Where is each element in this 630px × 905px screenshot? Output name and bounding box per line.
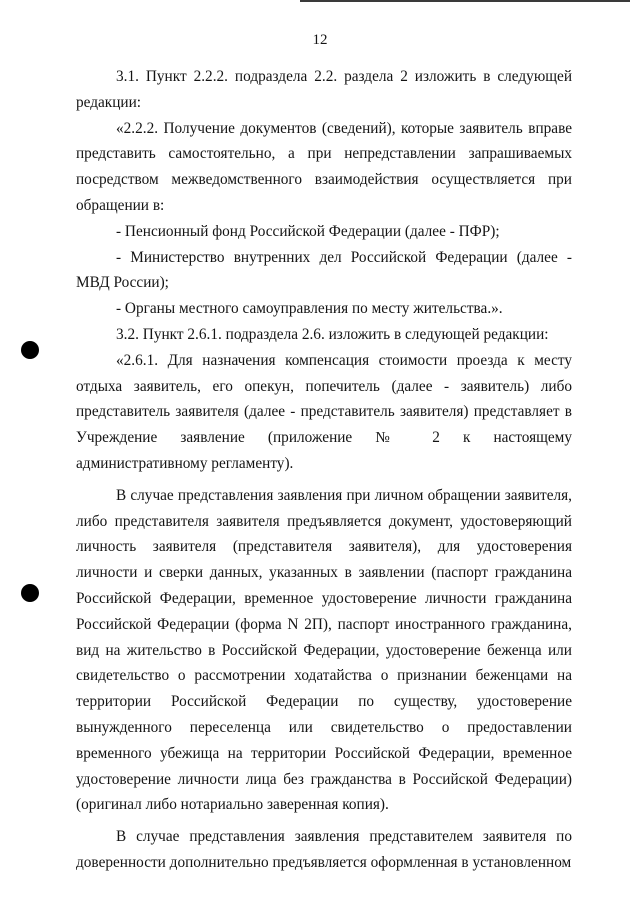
paragraph-2-2-2: «2.2.2. Получение документов (сведений), которые заявитель вправе представить самостоятельно, а при непредставлении запрашиваемых посредством межведомственного взаимодействия осуществляется при обращении в: xyxy=(76,119,572,214)
top-edge-rule xyxy=(300,0,630,2)
paragraph-personal-application: В случае представления заявления при личном обращении заявителя, либо представителя заявителя предъявляется документ, удостоверяющий личность заявителя (представителя заявителя), для удостоверения личности и сверки данных, указанных в заявлении (паспорт гражданина Российской Федерации, временное удостоверение личности гражданина Российской Федерации (форма N 2П), паспорт иностранного гражданина, вид на жительство в Российской Федерации, удостоверение беженца или свидетельство о рассмотрении ходатайства о признании беженцами на территории Российской Федерации по существу, удостоверение вынужденного переселенца или свидетельство о предоставлении временного убежища на территории Российской Федерации, временное удостоверение личности лица без гражданства в Российской Федерации) (оригинал либо нотариально заверенная копия). xyxy=(76,486,572,814)
page-number: 12 xyxy=(312,32,328,48)
punch-hole xyxy=(21,584,39,602)
paragraph-2-6-1: «2.6.1. Для назначения компенсация стоимости проезда к месту отдыха заявитель, его опекун, попечитель (далее - заявитель) либо представитель заявителя (далее - представитель заявителя) представляет в Учреждение заявление (приложение № 2 к настоящему административному регламенту). xyxy=(76,351,572,472)
list-item-pfr: - Пенсионный фонд Российской Федерации (далее - ПФР); xyxy=(116,222,500,240)
paragraph-representative-application: В случае представления заявления представителем заявителя по доверенности дополнительно предъявляется оформленная в установленном xyxy=(76,828,572,871)
paragraph-amendment-3-2: 3.2. Пункт 2.6.1. подраздела 2.6. изложить в следующей редакции: xyxy=(116,325,549,343)
punch-hole xyxy=(21,341,39,359)
document-body xyxy=(76,64,572,876)
list-item-local-government: - Органы местного самоуправления по месту жительства.». xyxy=(116,300,503,318)
paragraph-amendment-3-1: 3.1. Пункт 2.2.2. подраздела 2.2. раздела 2 изложить в следующей редакции: xyxy=(76,68,572,111)
list-item-mvd: - Министерство внутренних дел Российской Федерации (далее - МВД России); xyxy=(76,248,572,292)
